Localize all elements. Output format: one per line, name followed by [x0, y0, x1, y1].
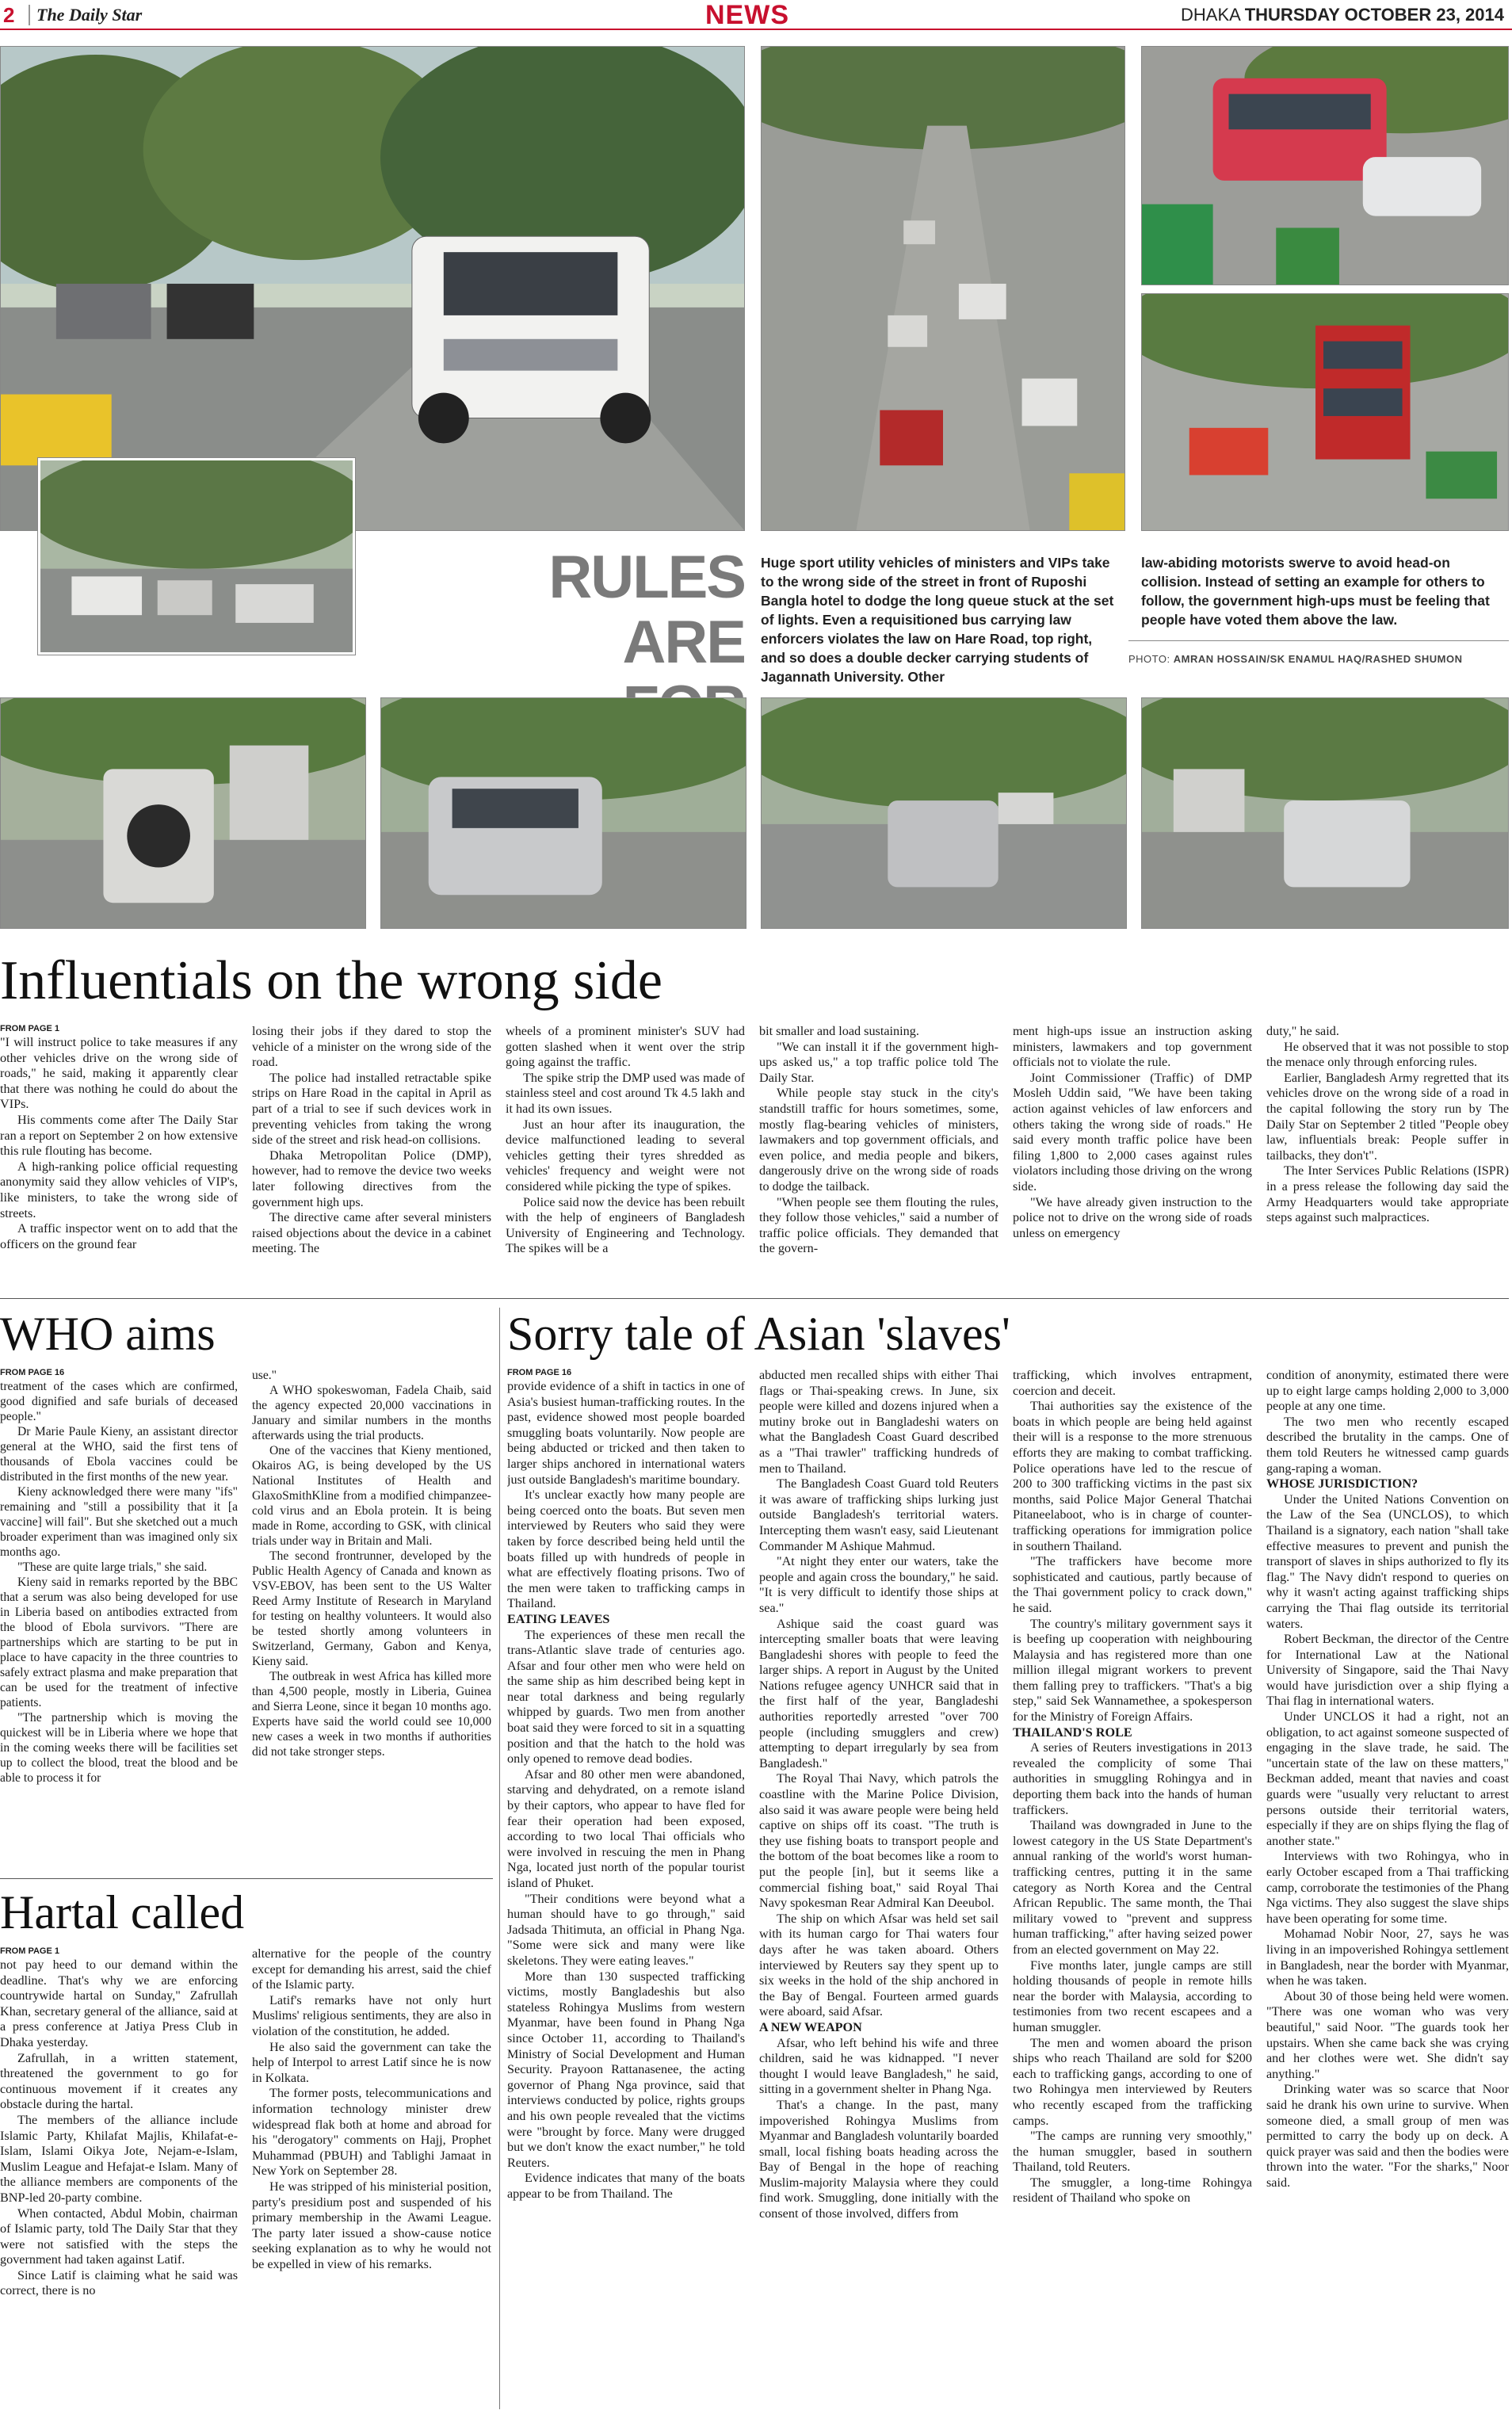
story2-col2-text — [252, 1368, 491, 1759]
paragraph: The men and women aboard the prison ships who reach Thailand are sold for $200 each to trafficking gangs, according to one of two Rohingya men interviewed by Reuters who recently escaped from the trafficking camps. — [1013, 2035, 1252, 2128]
story1-headline: Influentials on the wrong side — [0, 950, 662, 1011]
story4-col3-text — [1013, 1368, 1252, 2206]
paragraph: The experiences of these men recall the trans-Atlantic slave trade of centuries ago. Afsar and four other men who were held on the same ship as him described being kept in near total darkness and being regularly whipped by guards. Two men from another boat said they were forced to sit in a squatting position and that the hatch to the hold was only opened to remove dead bodies. — [507, 1627, 745, 1767]
story3-headline: Hartal called — [0, 1886, 245, 1938]
dateline — [1181, 5, 1504, 25]
paragraph: The Inter Services Public Relations (ISPR) in a press release the following day said the Army Headquarters would take appropriate steps against such malpractices. — [1266, 1163, 1509, 1225]
paragraph: duty," he said. — [1266, 1024, 1339, 1038]
paragraph: The police had installed retractable spike strips on Hare Road in the capital in April as part of a trial to see if such devices work in preventing vehicles from taking the wrong side of the street and risk head-on collisions. — [252, 1070, 491, 1148]
story4-col3 — [1013, 1368, 1252, 2412]
paragraph: His comments come after The Daily Star ran a report on September 2 on how extensive this rule flouting has become. — [0, 1112, 238, 1159]
story1-kicker: FROM PAGE 1 — [0, 1024, 59, 1033]
paragraph: A series of Reuters investigations in 2013 revealed the complicity of some Thai authorities in smuggling Rohingya and in deporting them back into the hands of human traffickers. — [1013, 1740, 1252, 1817]
story3-col1 — [0, 1946, 238, 2412]
paragraph: The members of the alliance include Islamic Party, Khilafat Majlis, Khilafat-e-Islam, Islami Oikya Jote, Nejam-e-Islam, Muslim League and Hefajat-e Islam. Many of the alliance members are components of the BNP-led 20-party combine. — [0, 2112, 238, 2205]
paragraph: Kieny acknowledged there were many "ifs" remaining and "still a possibility that it [a vaccine] will fail". But she sketched out a much broader experiment than was imagined only six months ago. — [0, 1485, 238, 1559]
paragraph: A high-ranking police official requesting anonymity said they allow vehicles of VIP's, like ministers, to take the wrong side of streets. — [0, 1159, 238, 1220]
paragraph: not pay heed to our demand within the deadline. That's why we are enforcing countrywide hartal on Sunday," Zafrullah Khan, secretary general of the alliance, said at a press conference at Jatiya Press Club in Dhaka yesterday. — [0, 1958, 238, 2049]
paragraph: It's unclear exactly how many people are being coerced onto the boats. But seven men interviewed by Reuters who said they were taken by force described being held until the boats filled up with hundreds of people in what are effectively floating prisons. Two of the men were taken to trafficking camps in Thailand. — [507, 1488, 745, 1611]
story3-col1-text — [0, 1958, 238, 2299]
paragraph: use." — [252, 1369, 277, 1382]
paragraph: Thailand was downgraded in June to the lowest category in the US State Department's annual ranking of the world's worst human-trafficking centres, putting it in the same category as North Korea and the Central African Republic. The same month, the Thai military vowed to "prevent and suppress human trafficking," after having seized power from an elected government on May 22. — [1013, 1818, 1252, 1957]
story1-col6 — [1266, 1024, 1509, 1285]
paragraph: "We have already given instruction to the police not to drive on the wrong side of roads unless on emergency — [1013, 1194, 1252, 1240]
story4-kicker: FROM PAGE 16 — [507, 1368, 572, 1377]
paragraph: "Their conditions were beyond what a human should have to go through," said Jadsada Thitimuta, an official in Phang Nga. "Some were sick and many were like skeletons. They were eating leaves." — [507, 1891, 745, 1968]
paragraph: That's a change. In the past, many impoverished Rohingya Muslims from Myanmar and Bangladesh voluntarily boarded small, local fishing boats heading across the Bay of Bengal in the hope of reaching Muslim-majority Malaysia where they could find work. Smuggling, done initially with the consent of those involved, differs from — [759, 2097, 998, 2221]
photo-double-decker — [1141, 293, 1509, 531]
story1-col1-text — [0, 1035, 238, 1252]
story2-col2 — [252, 1368, 491, 1867]
photo-row-2 — [380, 697, 746, 929]
divider-vertical — [499, 1308, 500, 2409]
paragraph: Police said now the device has been rebuilt with the help of engineers of Bangladesh University of Engineering and Technology. The spikes will be a — [506, 1194, 745, 1256]
subhead: THAILAND'S ROLE — [1013, 1725, 1132, 1740]
paragraph: The outbreak in west Africa has killed more than 4,500 people, mostly in Liberia, Guinea and Sierra Leone, since it began 10 months ago. Experts have said the world could see 10,000 new cases a week in two months if authorities did not take stronger steps. — [252, 1670, 491, 1759]
story2-col1-text — [0, 1379, 238, 1786]
dateline-city: DHAKA — [1181, 5, 1240, 25]
story1-col3-text — [506, 1024, 745, 1257]
photo-credit-names: AMRAN HOSSAIN/SK ENAMUL HAQ/RASHED SHUMON — [1173, 653, 1463, 665]
story2-headline: WHO aims — [0, 1308, 216, 1360]
story1-col3 — [506, 1024, 745, 1285]
paragraph: "I will instruct police to take measures if any other vehicles drive on the wrong side of roads," he said, making it apparently clear that there was nothing he could do about the VIPs. — [0, 1035, 238, 1112]
paragraph: Afsar and 80 other men were abandoned, starving and dehydrated, on a remote island by their captors, who appear to have fled for fear their operation had been exposed, according to two local Thai officials who were involved in rescuing the men in Phang Nga, located just north of the popular tourist island of Phuket. — [507, 1767, 745, 1890]
dateline-date: THURSDAY OCTOBER 23, 2014 — [1244, 5, 1504, 25]
paragraph: Joint Commissioner (Traffic) of DMP Mosleh Uddin said, "We have been taking action against vehicles of law enforcers and others taking the wrong side of roads." He said every month traffic police have been filing 1,800 to 2,000 cases against rules violators including those driving on the wrong side. — [1013, 1070, 1252, 1194]
paragraph: Thai authorities say the existence of the boats in which people are being held against their will is a response to the more strenuous efforts they are making to combat trafficking. Police operations have led to the rescue of 200 to 300 trafficking victims in the past six months, said Police Major General Thatchai Pitaneelaboot, who is in charge of counter-trafficking operations for immigration police in southern Thailand. — [1013, 1399, 1252, 1553]
photo-caption-left: Huge sport utility vehicles of ministers and VIPs take to the wrong side of the street in front of Ruposhi Bangla hotel to dodge the long queue stuck at the set of lights. Even a requisitioned bus carrying law enforcers violates the law on Hare Road, top right, and so does a double decker carrying students of Jagannath University. Other — [761, 555, 1114, 685]
paragraph: "The partnership which is moving the quickest will be in Liberia where we hope that in the coming weeks there will be facilities set up to collect the blood, treat the blood and be able to process it for — [0, 1711, 238, 1785]
story1-col2-text — [252, 1024, 491, 1257]
story1-col6-text — [1266, 1024, 1509, 1226]
paragraph: The spike strip the DMP used was made of stainless steel and cost around Tk 4.5 lakh and it had its own issues. — [506, 1070, 745, 1116]
paragraph: Earlier, Bangladesh Army regretted that its vehicles drove on the wrong side of a road in the capital following the story run by The Daily Star on September 2 titled "People obey law, influentials break: People suffer in tailbacks, they don't". — [1266, 1070, 1509, 1163]
story1-col4-text — [759, 1024, 998, 1257]
story2-kicker: FROM PAGE 16 — [0, 1368, 65, 1377]
paragraph: Under the United Nations Convention on the Law of the Sea (UNCLOS), to which Thailand is a signatory, each nation "shall take effective measures to prevent and punish the transport of slaves in ships authorized to fly its flag." The Navy didn't respond to queries on why it wasn't acting against trafficking ships carrying the Thai flag outside its territorial waters. — [1266, 1492, 1509, 1631]
paragraph: trafficking, which involves entrapment, coercion and deceit. — [1013, 1368, 1252, 1398]
divider-story2 — [0, 1878, 493, 1879]
paragraph: The two men who recently escaped described the brutality in the camps. One of them told Reuters he witnessed camp guards gang-raping a woman. — [1266, 1414, 1509, 1476]
paragraph: "These are quite large trials," she said. — [17, 1560, 208, 1574]
paragraph: A WHO spokeswoman, Fadela Chaib, said the agency expected 20,000 vaccinations in January and similar numbers in the months afterwards using the trial products. — [252, 1384, 491, 1442]
page-number: 2 — [3, 3, 15, 27]
story1-col2 — [252, 1024, 491, 1285]
paragraph: "At night they enter our waters, take the people and again cross the boundary," he said. "It is very difficult to identify those ships at sea." — [759, 1554, 998, 1615]
paragraph: Interviews with two Rohingya, who in early October escaped from a Thai trafficking camp, corroborate the testimonies of the Phang Nga victims. They also suggest the slave ships have been operating for some time. — [1266, 1849, 1509, 1926]
photo-row-3 — [761, 697, 1127, 929]
paragraph: alternative for the people of the country except for demanding his arrest, said the chief of the Islamic party. — [252, 1946, 491, 1992]
paragraph: Robert Beckman, the director of the Centre for International Law at the National University of Singapore, said the Thai Navy would have jurisdiction over a ship flying a Thai flag in international waters. — [1266, 1632, 1509, 1709]
paragraph: provide evidence of a shift in tactics in one of Asia's busiest human-trafficking routes. In the past, evidence showed most people boarded smuggling boats voluntarily. Now people are being abducted or tricked and then taken to larger ships anchored in international waters just outside Bangladesh's maritime boundary. — [507, 1379, 745, 1487]
photo-row-1 — [0, 697, 366, 929]
photo-row-4 — [1141, 697, 1509, 929]
story4-col2 — [759, 1368, 998, 2412]
paragraph: wheels of a prominent minister's SUV had gotten slashed when it went over the strip going against the traffic. — [506, 1024, 745, 1070]
story3-kicker: FROM PAGE 1 — [0, 1946, 59, 1956]
paragraph: Zafrullah, in a written statement, threatened the government to go for continuous movement if it creates any obstacle during the hartal. — [0, 2050, 238, 2112]
paragraph: losing their jobs if they dared to stop the vehicle of a minister on the wrong side of the road. — [252, 1024, 491, 1070]
masthead-logo: The Daily Star — [29, 5, 142, 25]
story1-col5 — [1013, 1024, 1252, 1285]
paragraph: Since Latif is claiming what he said was correct, there is no — [0, 2267, 238, 2298]
subhead: WHOSE JURISDICTION? — [1266, 1476, 1418, 1492]
paragraph: The second frontrunner, developed by the Public Health Agency of Canada and known as VSV-EBOV, has been sent to the US Walter Reed Army Institute of Research in Maryland for testing on healthy volunteers. It would also be tested shortly among volunteers in Switzerland, Germany, Gabon and Kenya, Kieny said. — [252, 1549, 491, 1668]
paragraph: Under UNCLOS it had a right, not an obligation, to act against someone suspected of engaging in the slave trade, he said. The "uncertain state of the law on these matters," Beckman added, meant that navies and coast guards were "usually very reluctant to arrest persons outside their territorial waters, especially if they are on ships flying the flag of another state." — [1266, 1709, 1509, 1848]
story4-col4 — [1266, 1368, 1509, 2412]
paragraph: "The traffickers have become more sophisticated and cautious, partly because of the Thai government policy to crack down," he said. — [1013, 1554, 1252, 1615]
paragraph: Drinking water was so scarce that Noor said he drank his own urine to survive. When someone died, a small group of men was permitted to carry the body up on deck. A quick prayer was said and then the bodies were thrown into the water. "For the sharks," Noor said. — [1266, 2082, 1509, 2190]
story1-col5-text — [1013, 1024, 1252, 1241]
photo-feature-title-line1: RULES ARE — [548, 544, 745, 676]
paragraph: One of the vaccines that Kieny mentioned, Okairos AG, is being developed by the US National Institutes of Health and GlaxoSmithKline from a modified chimpanzee-cold virus and an Ebola protein. It is being made in Rome, according to GSK, with clinical trials under way in Britain and Mali. — [252, 1444, 491, 1548]
paragraph: condition of anonymity, estimated there were up to eight large camps holding 2,000 to 3,000 people at any one time. — [1266, 1368, 1509, 1414]
paragraph: abducted men recalled ships with either Thai flags or Thai-speaking crews. In June, six people were killed and dozens injured when a mutiny broke out in Bangladeshi waters on what the Bangladesh Coast Guard described as a "Thai trawler" trafficking hundreds of men to Thailand. — [759, 1368, 998, 1476]
photo-bus-law-enforcers — [1141, 46, 1509, 285]
photo-credit-label: PHOTO: — [1128, 653, 1170, 665]
divider-story1 — [0, 1298, 1509, 1299]
paragraph: He was stripped of his ministerial position, party's presidium post and suspended of his primary membership in the Awami League. The party later issued a show-cause notice seeking explanation as to why he would not be expelled in view of his remarks. — [252, 2179, 491, 2271]
paragraph: Evidence indicates that many of the boats appear to be from Thailand. The — [507, 2171, 745, 2201]
paragraph: More than 130 suspected trafficking victims, mostly Bangladeshis but also stateless Rohingya Muslims from western Myanmar, have been found in Phang Nga since October 11, according to Thailand's Ministry of Social Development and Human Security. Prayoon Rattanasenee, the acting governor of Phang Nga province, said that interviews conducted by police, rights groups and his own people revealed that the victims were "brought by force. Many were drugged but we don't know the exact number," he told Reuters. — [507, 1969, 745, 2170]
paragraph: Afsar, who left behind his wife and three children, said he was kidnapped. "I never thought I would leave Bangladesh," he said, sitting in a government shelter in Phang Nga. — [759, 2035, 998, 2097]
story3-col2-text — [252, 1946, 491, 2272]
paragraph: "When people see them flouting the rules, they follow those vehicles," said a number of traffic police officials. They demanded that the govern- — [759, 1194, 998, 1256]
paragraph: Just an hour after its inauguration, the device malfunctioned leading to several vehicles getting their tyres shredded as vehicles' frequency and weight were not considered while picking the type of spikes. — [506, 1117, 745, 1194]
story4-col1-text — [507, 1379, 745, 2202]
photo-credit — [1128, 653, 1463, 665]
paragraph: Dr Marie Paule Kieny, an assistant director general at the WHO, said the first tens of thousands of Ebola vaccines could be distributed in the first months of the new year. — [0, 1425, 238, 1484]
story3-col2 — [252, 1946, 491, 2412]
photo-queue-traffic — [761, 46, 1125, 531]
paragraph: The country's military government says it is beefing up cooperation with neighbouring Malaysia and has registered more than one million illegal migrant workers to prevent them falling prey to traffickers. "That's a big step," said Sek Wannamethee, a spokesperson for the Ministry of Foreign Affairs. — [1013, 1616, 1252, 1725]
subhead: A NEW WEAPON — [759, 2019, 862, 2034]
paragraph: The former posts, telecommunications and information technology minister drew widespread flak both at home and abroad for his "derogatory" comments on Hajj, Prophet Muhammad (PBUH) and Tablighi Jamaat in New York on September 28. — [252, 2086, 491, 2179]
paragraph: When contacted, Abdul Mobin, chairman of Islamic party, told The Daily Star that they were not satisfied with the steps the government had taken against Latif. — [0, 2206, 238, 2267]
paragraph: The directive came after several ministers raised objections about the device in a cabinet meeting. The — [252, 1210, 491, 1256]
paragraph: ment high-ups issue an instruction asking ministers, lawmakers and top government officials not to violate the rule. — [1013, 1024, 1252, 1070]
story2-col1 — [0, 1368, 238, 1867]
paragraph: The Bangladesh Coast Guard told Reuters it was aware of trafficking ships lurking just outside Bangladesh's territorial waters. Intercepting them wasn't easy, said Lieutenant Commander M Ashique Mahmud. — [759, 1476, 998, 1553]
story4-col4-text — [1266, 1368, 1509, 2191]
photo-caption-right: law-abiding motorists swerve to avoid head-on collision. Instead of setting an example for others to follow, the government high-ups must be feeling that people have voted them above the law. — [1141, 555, 1490, 628]
paragraph: The smuggler, a long-time Rohingya resident of Thailand who spoke on — [1013, 2175, 1252, 2206]
story1-col4 — [759, 1024, 998, 1285]
paragraph: Kieny said in remarks reported by the BBC that a serum was also being developed for use in Liberia based on antibodies extracted from the blood of Ebola survivors. "There are partnerships which are starting to be put in place to have capacity in the three countries to safely extract plasma and make preparation that can be used for the treatment of infective patients. — [0, 1576, 238, 1709]
page-header — [0, 0, 1512, 30]
paragraph: While people stay stuck in the city's standstill traffic for hours sometimes, some, mostly flag-bearing vehicles of ministers, lawmakers and top government officials, and even police, and media people and bikers, dangerously drive on the wrong side of roads to dodge the tailback. — [759, 1086, 998, 1194]
paragraph: bit smaller and load sustaining. — [759, 1024, 919, 1038]
story4-col1 — [507, 1368, 745, 2412]
paragraph: He observed that it was not possible to stop the menace only through enforcing rules. — [1266, 1039, 1509, 1070]
story4-col2-text — [759, 1368, 998, 2222]
story4-headline: Sorry tale of Asian 'slaves' — [507, 1308, 1010, 1360]
paragraph: Dhaka Metropolitan Police (DMP), however, had to remove the device two weeks later following directives from the government high ups. — [252, 1148, 491, 1209]
paragraph: About 30 of those being held were women. "There was one woman who was very beautiful," said Noor. "The guards took her upstairs. When she came back she was crying and her clothes were wet. She didn't say anything." — [1266, 1988, 1509, 2081]
paragraph: Five months later, jungle camps are still holding thousands of people in remote hills near the border with Malaysia, according to testimonies from two recent escapees and a human smuggler. — [1013, 1958, 1252, 2034]
paragraph: treatment of the cases which are confirmed, good dignified and safe burials of deceased people." — [0, 1380, 238, 1423]
paragraph: A traffic inspector went on to add that the officers on the ground fear — [0, 1221, 238, 1251]
paragraph: Latif's remarks have not only hurt Muslims' religious sentiments, they are also in violation of the constitution, he added. — [252, 1992, 491, 2038]
story1-col1 — [0, 1024, 238, 1285]
section-name: NEWS — [705, 0, 789, 30]
paragraph: The Royal Thai Navy, which patrols the coastline with the Marine Police Division, also said it was aware people were being held captive on ships off its coast. "The truth is they use fishing boats to transport people and the bottom of the boat becomes like a room to put the people [in], but it seems like a commercial fishing boat," said Royal Thai Navy spokesman Rear Admiral Kan Deeubol. — [759, 1771, 998, 1911]
paragraph: The ship on which Afsar was held set sail with its human cargo for Thai waters four days after he was taken aboard. Others interviewed by Reuters say they spent up to six weeks in the hold of the ship anchored in the Bay of Bengal. Fourteen armed guards were aboard, said Afsar. — [759, 1911, 998, 2019]
credit-divider — [1128, 640, 1509, 641]
paragraph: "The camps are running very smoothly," the human smuggler, based in southern Thailand, told Reuters. — [1013, 2129, 1252, 2175]
paragraph: Mohamad Nobir Noor, 27, says he was living in an impoverished Rohingya settlement in Bangladesh, near the border with Myanmar, when he was taken. — [1266, 1927, 1509, 1988]
subhead: EATING LEAVES — [507, 1611, 610, 1626]
paragraph: He also said the government can take the help of Interpol to arrest Latif since he is now in Kolkata. — [252, 2039, 491, 2085]
paragraph: Ashique said the coast guard was intercepting smaller boats that were leaving Bangladeshi shores with people to feed the larger ships. A report in August by the United Nations refugee agency UNHCR said that in the first half of the year, Bangladeshi authorities reportedly arrested "over 700 people (including smugglers and crew) attempting to depart irregularly by sea from Bangladesh." — [759, 1616, 998, 1770]
photo-inset-traffic — [38, 458, 355, 655]
paragraph: "We can install it if the government high-ups asked us," a top traffic police told The Daily Star. — [759, 1039, 998, 1085]
